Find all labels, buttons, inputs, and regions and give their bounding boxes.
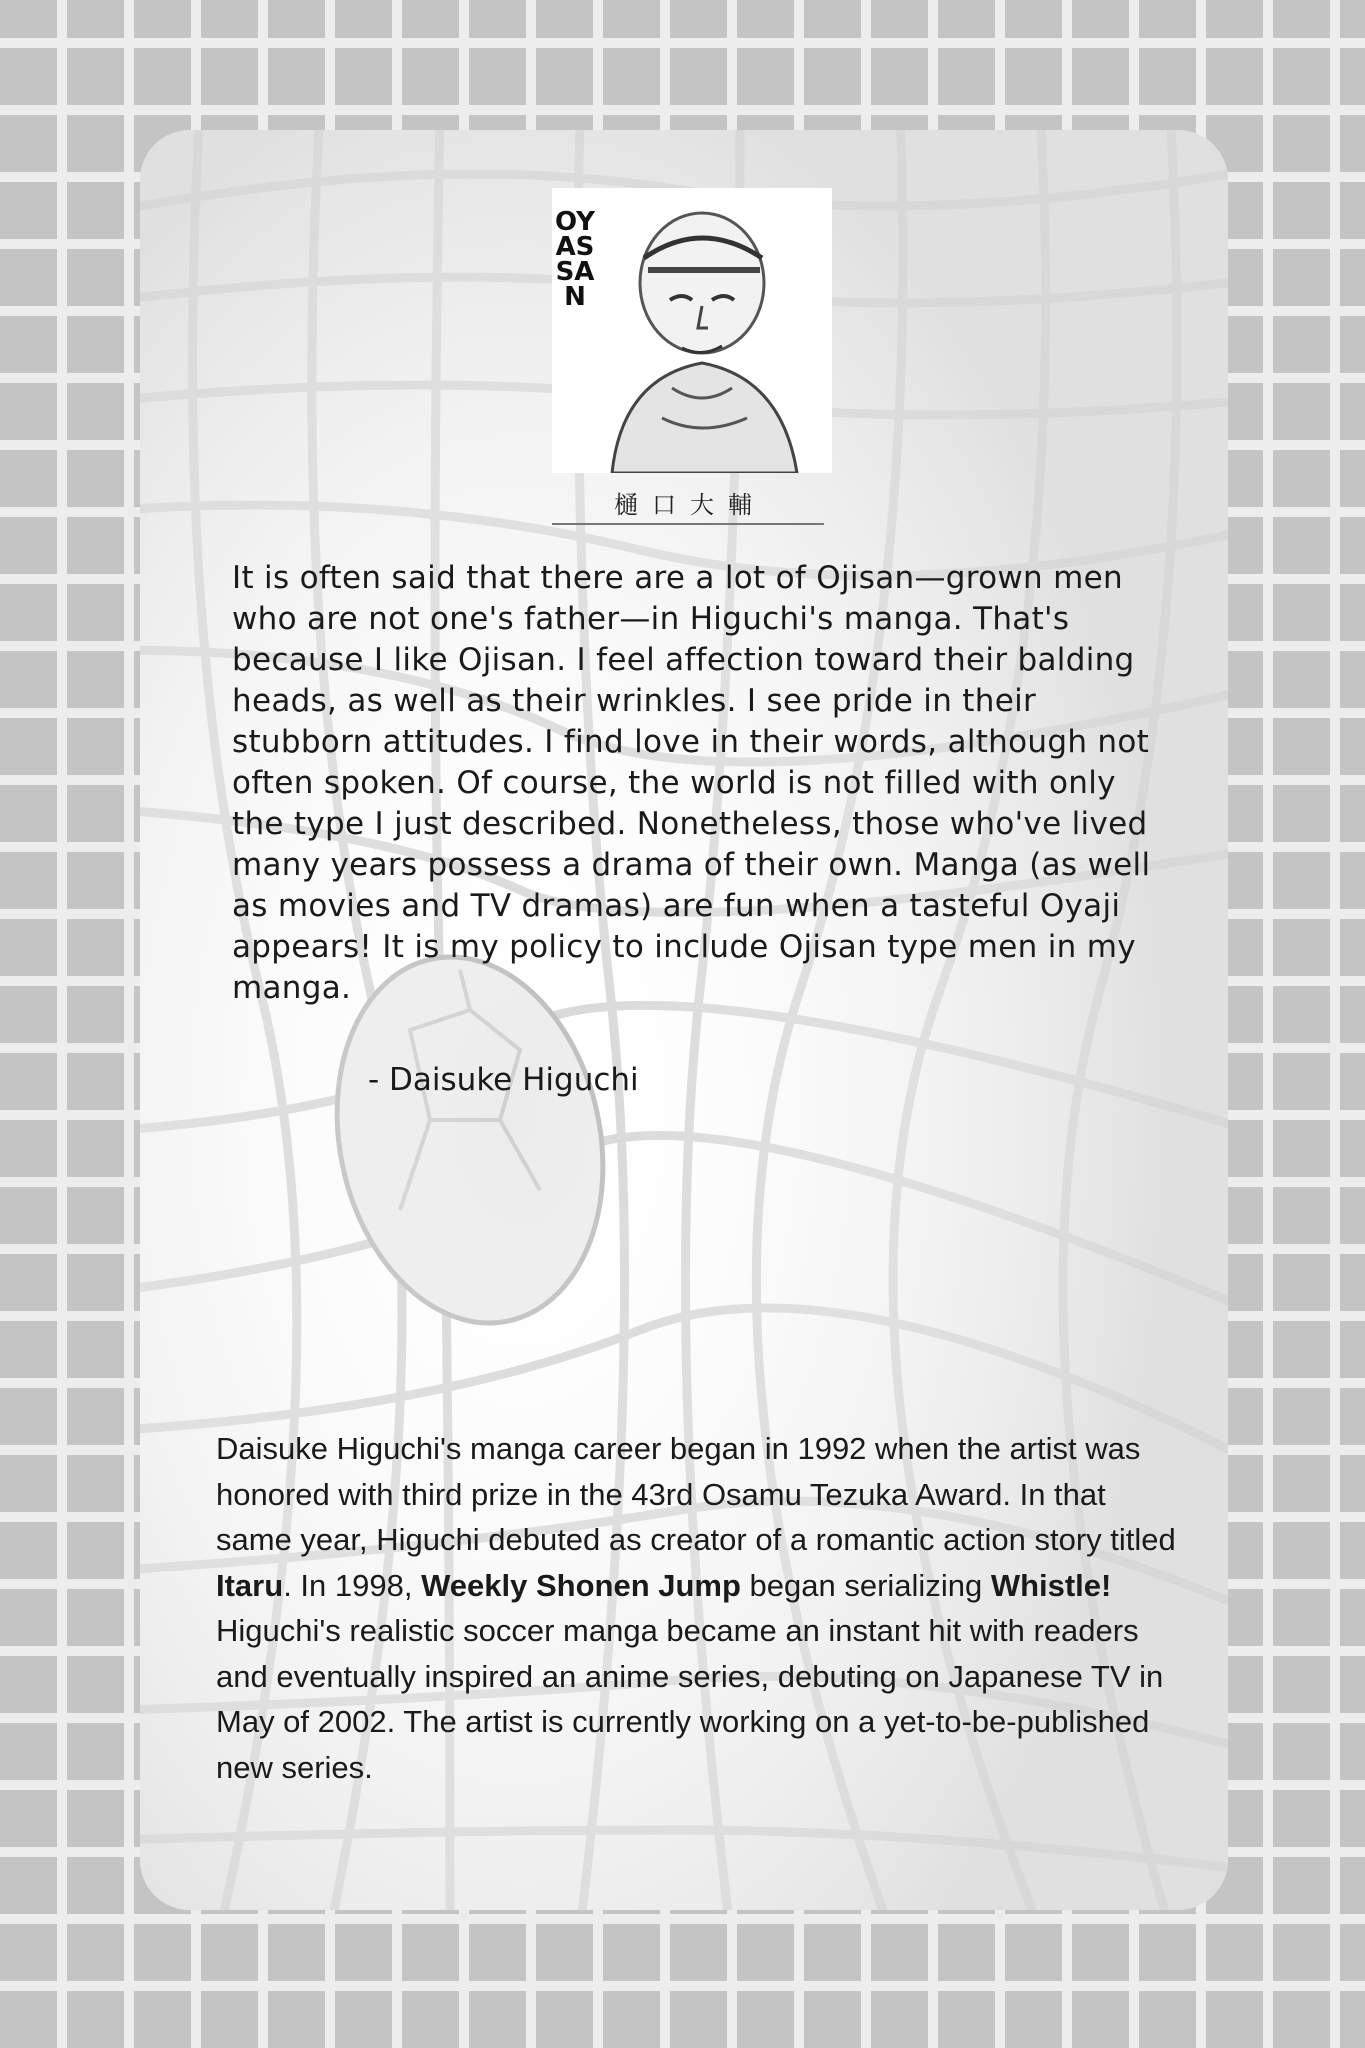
signature-divider [552,523,824,525]
author-biography [216,1426,1176,1790]
bio-text-1: Daisuke Higuchi's manga career began in 1992 when the artist was honored with third prize in the 43rd Osamu Tezuka Award. In that same year, Higuchi debuted as creator of a romantic action story titled [216,1431,1176,1557]
bio-text-3: began serializing [740,1567,991,1603]
oyassan-vertical-label: OYASSAN [555,207,596,312]
author-quote: It is often said that there are a lot of Ojisan—grown men who are not one's father—in Higuchi's manga. That's because I like Ojisan. I feel affection toward their balding heads, as well as their wrinkles. I see pride in their stubborn attitudes. I find love in their words, although not often spoken. Of course, the world is not filled with only the type I just described. Nonetheless, those who've lived many years possess a drama of their own. Manga (as well as movies and TV dramas) are fun when a tasteful Oyaji appears! It is my policy to include Ojisan type men in my manga. [232,560,1151,1006]
quote-attribution: - Daisuke Higuchi [368,1062,639,1098]
bio-title-itaru: Itaru [216,1567,284,1603]
bio-title-weekly-shonen-jump: Weekly Shonen Jump [421,1567,741,1603]
author-signature-kanji: 樋口大輔 [614,491,766,519]
bio-title-whistle: Whistle! [990,1567,1112,1603]
bio-text-2: . In 1998, [283,1567,422,1603]
bio-text-4: Higuchi's realistic soccer manga became an instant hit with readers and eventually inspired an anime series, debuting on Japanese TV in May of 2002. The artist is currently working on a yet-to-be-published new series. [216,1613,1164,1785]
author-card [140,130,1228,1910]
